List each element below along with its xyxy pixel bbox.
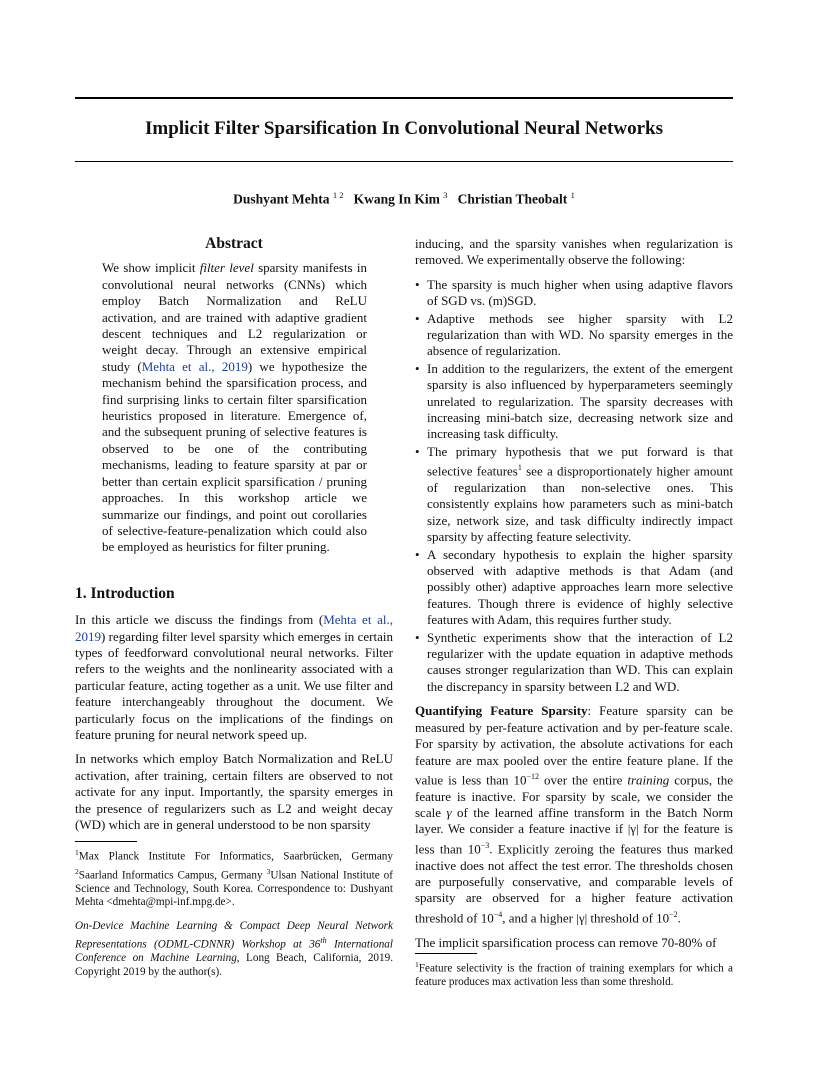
text-part: , and a higher |γ| threshold of 10 (502, 910, 670, 926)
venue-superscript: th (320, 935, 327, 945)
citation-link[interactable]: Mehta et al., 2019 (75, 612, 393, 644)
abstract-text-part: We show implicit (102, 260, 200, 276)
affiliation-text: Saarland Informatics Campus, Germany (78, 869, 267, 882)
intro-paragraph: In networks which employ Batch Normalization and ReLU activation, after training, certain filters are observed to not activate for any input. Importantly, the sparsity emerges in the presence of regularizers such as L2 and weight decay (WD) which are in general understood to be non sparsity (75, 751, 393, 832)
list-item: • Adaptive methods see higher sparsity with L2 regularization than with WD. No sparsity emerges in the absence of regularization. (415, 311, 733, 360)
text-part: . (677, 910, 681, 926)
list-item: • A secondary hypothesis to explain the higher sparsity observed with adaptive methods is that Adam (and possibly other) adaptive approaches learn more selective features. Though threre is evidence of highly selective features with Adam, this requires further study. (415, 547, 733, 629)
text-part: : Feature sparsity can be measured by per-feature activation and by per-feature scale. For sparsity by activation, the absolute activations for each feature are max pooled over the entire feature plane. If the value is less than 10 (415, 703, 733, 788)
list-item (415, 444, 733, 546)
continued-paragraph: inducing, and the sparsity vanishes when regularization is removed. We experimentally observe the following: (415, 236, 733, 268)
footnote-rule (415, 953, 477, 954)
section-heading-introduction: 1. Introduction (75, 584, 175, 602)
title-bottom-rule (75, 161, 733, 162)
author-name: Dushyant Mehta (233, 191, 330, 207)
run-in-heading: Quantifying Feature Sparsity (415, 703, 588, 719)
author-affiliation: 1 (570, 190, 575, 200)
abstract-text-part: sparsity manifests in convolutional neural networks (CNNs) which employ Batch Normalization and ReLU activation, and are trained with adaptive gradient descent techniques and L2 regularization or weight decay. Through an extensive empirical study ( (102, 260, 368, 374)
venue-text: , Long Beach, California, 2019. Copyright 2019 by the author(s). (75, 951, 393, 978)
abstract-emphasis: filter level (199, 260, 254, 276)
list-item: • The sparsity is much higher when using adaptive flavors of SGD vs. (m)SGD. (415, 277, 733, 310)
abstract-text-part: ) we hypothesize the mechanism behind the sparsification process, and find surprising links to certain filter sparsification heuristics proposed in literature. Emergence of, and the subsequent pruning of selective features is observed to be one of the contributing mechanisms, leading to feature sparsity at par or better than certain explicit sparsification / pruning approaches. In this workshop article we summarize our findings, and point out corollaries of selective-feature-penalization which could also be employed as heuristics for filter pruning. (102, 358, 367, 555)
list-item: • In addition to the regularizers, the extent of the emergent sparsity is also influenced by hyperparameters seemingly unrelated to regularization. The sparsity decreases with increasing mini-batch size, decreasing network size and increasing task difficulty. (415, 361, 733, 443)
affiliation-footnote (75, 846, 393, 910)
venue-note (75, 920, 393, 979)
exponent: −3 (480, 840, 490, 850)
venue-italic: International Conference on Machine Learning (75, 938, 393, 964)
top-rule (75, 97, 733, 99)
list-item: • Synthetic experiments show that the interaction of L2 regularizer with the update equation in adaptive methods causes stronger regularization than WD. This can explain the discrepancy in sparsity between L2 and WD. (415, 630, 733, 696)
affiliation-text: Ulsan National Institute of Science and Technology, South Korea. Correspondence to: Dushyant Mehta <dmehta@mpi-inf.mpg.de>. (75, 869, 394, 909)
right-column (415, 236, 733, 990)
paper-title: Implicit Filter Sparsification In Convolutional Neural Networks (145, 118, 663, 139)
footnote-marker: 3 (266, 866, 271, 876)
author-affiliation: 1 2 (332, 190, 344, 200)
citation-link[interactable]: Mehta et al., 2019 (141, 358, 248, 374)
abstract-text (102, 260, 367, 555)
footnote-text: Feature selectivity is the fraction of training exemplars for which a feature produces max activation less than some threshold. (415, 962, 733, 989)
footnote-marker: 1 (75, 848, 79, 858)
footnote-marker: 1 (415, 959, 419, 969)
left-column (75, 236, 393, 979)
emphasis: training (627, 772, 670, 788)
closing-paragraph: The implicit sparsification process can remove 70-80% of (415, 934, 717, 950)
exponent: −2 (669, 909, 678, 919)
affiliation-text: Max Planck Institute For Informatics, Saarbrücken, Germany (78, 850, 393, 863)
author-affiliation: 3 (443, 190, 448, 200)
venue-italic: On-Device Machine Learning & Compact Deep Neural Network Representations (ODML-CDNNR) Workshop at 36 (75, 920, 393, 951)
intro-text-part: In this article we discuss the findings from ( (75, 612, 324, 628)
text-part: of the learned affine transform in the Batch Norm layer. We consider a feature inactive if |γ| for the feature is less than 10 (415, 805, 733, 857)
text-part: . Explicitly zeroing the features thus marked inactive does not affect the test error. The thresholds chosen are purposefully conservative, and comparable levels of sparsity are observed for a higher feature activation threshold of 10 (415, 841, 733, 926)
text-part: corpus, the feature is inactive. For sparsity by scale, we consider the scale (415, 772, 733, 821)
footnote-rule (75, 841, 137, 842)
text-part: over the entire (539, 772, 628, 788)
selectivity-footnote (415, 958, 733, 990)
quantifying-paragraph (415, 703, 733, 926)
exponent: −12 (526, 771, 540, 781)
author-name: Kwang In Kim (353, 191, 440, 207)
author-name: Christian Theobalt (457, 191, 568, 207)
abstract-heading: Abstract (205, 235, 263, 252)
footnote-marker: 2 (75, 866, 79, 876)
intro-paragraph (75, 612, 393, 743)
footnote-marker: 1 (517, 463, 522, 473)
list-text-part: see a disproportionately higher amount of regularization than non-selective ones. This consistently explains how parameters such as mini-batch size, network size, and task difficulty indirectly impact sparsity by affecting feature selectivity. (427, 463, 734, 545)
math-symbol: γ (446, 805, 452, 821)
author-list (75, 190, 733, 208)
list-text-part: The primary hypothesis that we put forward is that selective features (427, 443, 733, 479)
exponent: −4 (493, 909, 503, 919)
findings-list (415, 277, 733, 695)
intro-text-part: ) regarding filter level sparsity which emerges in certain types of feedforward convolutional neural networks. Filter refers to the weights and the nonlinearity associated with a particular feature, acting together as a unit. We use filter and feature interchangeably throughout the document. We particularly focus on the implications of the findings on feature pruning for neural network speed up. (75, 628, 393, 742)
